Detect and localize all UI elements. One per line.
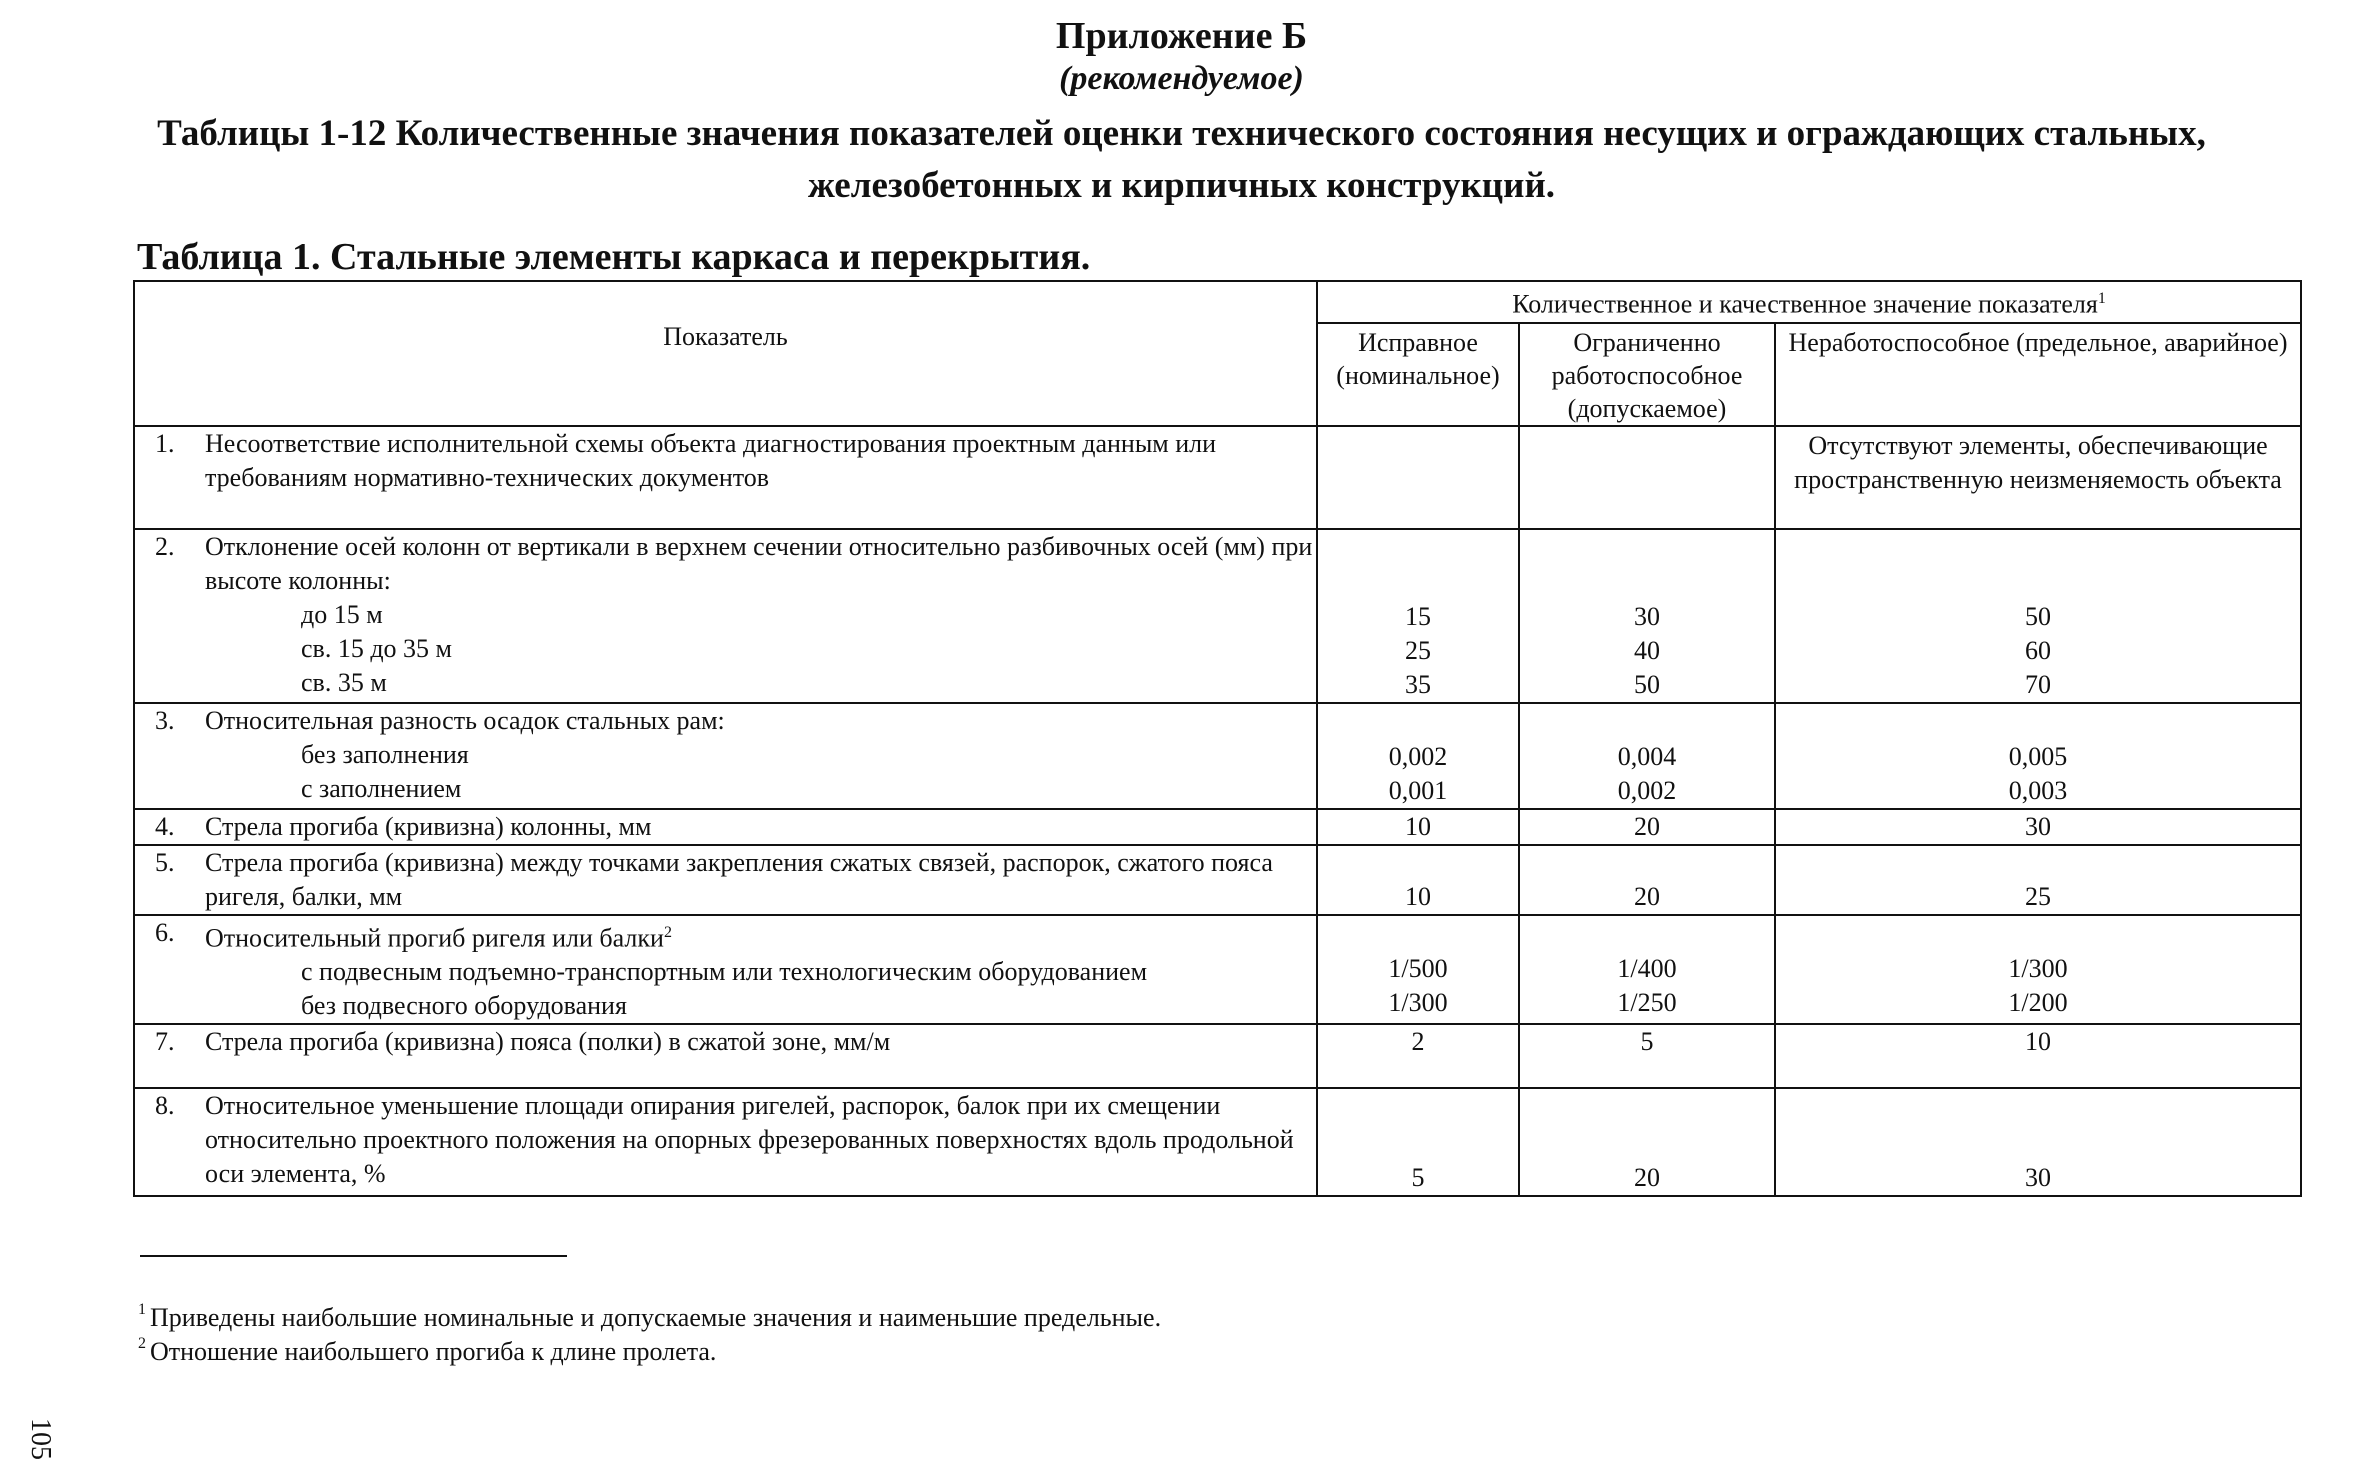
value-cell <box>1317 915 1519 1025</box>
value: 1/400 <box>1617 953 1677 983</box>
value-cell: 5 <box>1317 1088 1519 1196</box>
header-col-inoperable: Неработоспособное (предельное, аварийное) <box>1775 323 2301 426</box>
value-cell: 5 <box>1519 1024 1775 1088</box>
value-cell: 30 <box>1775 809 2301 845</box>
value: 0,003 <box>2008 775 2068 805</box>
indicator-text: Относительное уменьшение площади опирания ригелей, распорок, балок при их смещении относительно проектного положения на опорных фрезерованных поверхностях вдоль продольной оси элемента, % <box>205 1091 1294 1189</box>
value-cell: 10 <box>1317 845 1519 915</box>
value: 0,005 <box>2008 741 2068 771</box>
value: 15 <box>1405 601 1431 631</box>
value-cell: 20 <box>1519 1088 1775 1196</box>
table-row <box>134 529 2301 703</box>
footnote-mark: 2 <box>138 1335 146 1352</box>
header-col-serviceable: Исправное (номинальное) <box>1317 323 1519 426</box>
value-cell: Отсутствуют элементы, обеспечивающие пространственную неизменяемость объекта <box>1775 426 2301 529</box>
table-row <box>134 809 2301 845</box>
value: 0,001 <box>1388 775 1448 805</box>
sub-item: св. 35 м <box>301 667 387 697</box>
indicator-text: Отклонение осей колонн от вертикали в верхнем сечении относительно разбивочных осей (мм) при высоте колонны: <box>205 531 1313 595</box>
value-cell: 25 <box>1775 845 2301 915</box>
value-cell: 10 <box>1775 1024 2301 1088</box>
table-row <box>134 1024 2301 1088</box>
header-group-label: Количественное и качественное значение показателя <box>1512 289 2098 319</box>
indicator-cell <box>134 1088 1317 1196</box>
table1 <box>133 280 2302 1197</box>
indicator-text: Относительный прогиб ригеля или балки <box>205 923 664 953</box>
sub-item: с заполнением <box>301 773 462 803</box>
appendix-title: Приложение Б <box>1055 15 1308 57</box>
value-cell: 20 <box>1519 809 1775 845</box>
table-row <box>134 1088 2301 1196</box>
indicator-cell <box>134 426 1317 529</box>
value: 1/300 <box>2008 953 2068 983</box>
indicator-cell <box>134 703 1317 809</box>
value-cell <box>1519 703 1775 809</box>
value: 1/500 <box>1388 953 1448 983</box>
indicator-cell <box>134 529 1317 703</box>
value-cell <box>1519 426 1775 529</box>
row-number: 4. <box>155 811 175 841</box>
value: 0,002 <box>1388 741 1448 771</box>
table-row <box>134 426 2301 529</box>
value-cell <box>1519 529 1775 703</box>
value: 0,002 <box>1617 775 1677 805</box>
value-cell: 10 <box>1317 809 1519 845</box>
footnote-text: Приведены наибольшие номинальные и допускаемые значения и наименьшие предельные. <box>150 1303 1162 1332</box>
footnote-separator <box>140 1255 567 1257</box>
value-cell: 30 <box>1775 1088 2301 1196</box>
sub-item: с подвесным подъемно-транспортным или технологическим оборудованием <box>301 957 1148 987</box>
value-cell: 20 <box>1519 845 1775 915</box>
footnote <box>138 1337 716 1367</box>
row-number: 6. <box>155 917 175 947</box>
indicator-text: Стрела прогиба (кривизна) между точками закрепления сжатых связей, распорок, сжатого пояса ригеля, балки, мм <box>205 847 1273 911</box>
value-cell <box>1775 529 2301 703</box>
page-number: 105 <box>25 1418 56 1460</box>
footnote-mark: 1 <box>138 1301 146 1318</box>
indicator-text: Стрела прогиба (кривизна) колонны, мм <box>205 811 652 841</box>
value-cell <box>1317 703 1519 809</box>
indicator-text: Несоответствие исполнительной схемы объекта диагностирования проектным данным или требованиям нормативно-технических документов <box>205 428 1217 492</box>
table-row <box>134 703 2301 809</box>
value: 40 <box>1634 635 1660 665</box>
footnote-text: Отношение наибольшего прогиба к длине пролета. <box>150 1337 717 1366</box>
indicator-text: Стрела прогиба (кривизна) пояса (полки) в сжатой зоне, мм/м <box>205 1027 891 1057</box>
sub-item: без подвесного оборудования <box>301 991 627 1021</box>
indicator-cell <box>134 845 1317 915</box>
row-number: 2. <box>155 531 175 561</box>
indicator-cell <box>134 915 1317 1025</box>
value-cell <box>1775 703 2301 809</box>
value: 60 <box>2025 635 2051 665</box>
value-cell <box>1317 529 1519 703</box>
row-number: 3. <box>155 705 175 735</box>
value: 25 <box>1405 635 1431 665</box>
footnote <box>138 1303 1161 1333</box>
value-cell <box>1519 915 1775 1025</box>
value-cell: 2 <box>1317 1024 1519 1088</box>
table-row <box>134 845 2301 915</box>
value: 50 <box>2025 601 2051 631</box>
header-group <box>1317 281 2301 323</box>
value: 70 <box>2025 669 2051 699</box>
value: 1/200 <box>2008 987 2068 1017</box>
value: 1/300 <box>1388 987 1448 1017</box>
indicator-cell <box>134 1024 1317 1088</box>
value: 0,004 <box>1617 741 1677 771</box>
sub-item: без заполнения <box>301 739 469 769</box>
table-row <box>134 915 2301 1025</box>
value: 35 <box>1405 669 1431 699</box>
tables-title: Таблицы 1-12 Количественные значения показателей оценки технического состояния несущих и ограждающих стальных, железобетонных и кирпичных конструкций. <box>157 113 2206 206</box>
header-indicator: Показатель <box>134 281 1317 426</box>
value: 50 <box>1634 669 1660 699</box>
header-group-footnote-mark: 1 <box>2097 290 2106 307</box>
row-number: 7. <box>155 1027 175 1057</box>
value-cell <box>1775 915 2301 1025</box>
row-number: 1. <box>155 428 175 458</box>
header-col-limited: Ограниченно работоспособное (допускаемое) <box>1519 323 1775 426</box>
indicator-cell <box>134 809 1317 845</box>
appendix-subtitle: (рекомендуемое) <box>1059 60 1304 97</box>
sub-item: до 15 м <box>301 599 383 629</box>
footnote-mark: 2 <box>663 923 672 941</box>
indicator-text: Относительная разность осадок стальных рам: <box>205 705 725 735</box>
value-cell <box>1317 426 1519 529</box>
row-number: 8. <box>155 1091 175 1121</box>
sub-item: св. 15 до 35 м <box>301 633 452 663</box>
value: 30 <box>1634 601 1660 631</box>
row-number: 5. <box>155 847 175 877</box>
value: 1/250 <box>1617 987 1677 1017</box>
table1-title: Таблица 1. Стальные элементы каркаса и перекрытия. <box>137 234 1090 282</box>
